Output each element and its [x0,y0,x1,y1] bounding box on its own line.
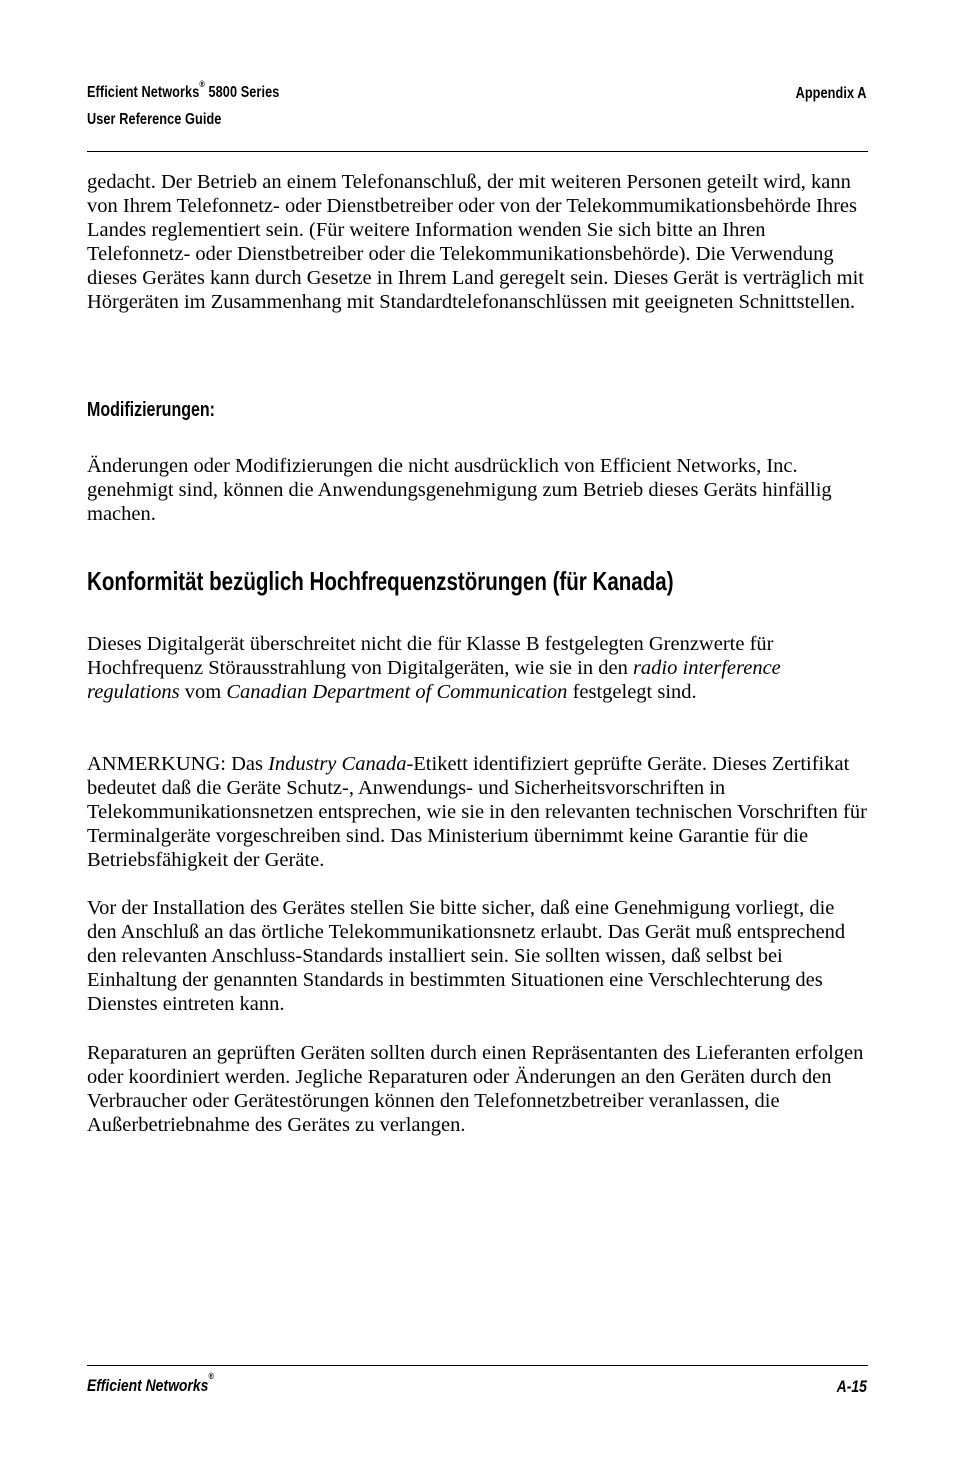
paragraph-anmerkung: ANMERKUNG: Das Industry Canada-Etikett identifiziert geprüfte Geräte. Dieses Zertifikat bedeutet daß die Geräte Schutz-, Anwendungs- und Sicherheitsvorschriften in Telekommunikationsnetzen entsprechen, wie sie in den relevanten technischen Vorschriften für Terminalgeräte vorgeschreiben sind. Das Ministerium übernimmt keine Garantie für die Betriebsfähigkeit der Geräte. [87,753,867,871]
header-title: Efficient Networks® 5800 Series [87,79,280,101]
footer-registered-mark: ® [208,1371,214,1381]
footer-brand: Efficient Networks® [87,1371,214,1395]
header-rule [87,151,868,152]
header-subtitle: User Reference Guide [87,111,222,128]
intro-paragraph: gedacht. Der Betrieb an einem Telefonanschluß, der mit weiteren Personen geteilt wird, kann von Ihrem Telefonnetz- oder Dienstbetreiber oder von der Telekommumikationsbehörde Ihres Landes reglementiert sein. (Für weitere Information wenden Sie sich bitte an Ihren Telefonnetz- oder Dienstbetreiber oder die Telekommunikationsbehörde). Die Verwendung dieses Gerätes kann durch Gesetze in Ihrem Land geregelt sein. Dieses Gerät is verträglich mit Hörgeräten im Zusammenhang mit Standardtelefonanschlüssen mit geeigneten Schnittstellen. [87,171,864,313]
registered-mark: ® [199,79,205,89]
mod-heading: Modifizierungen: [87,399,215,421]
paragraph-radio-interference: Dieses Digitalgerät überschreitet nicht die für Klasse B festgelegten Grenzwerte für Hochfrequenz Störausstrahlung von Digitalgeräten, wie sie in den radio interference regulations vom Canadian Department of Communication festgelegt sind. [87,633,781,703]
header-appendix: Appendix A [796,85,867,102]
paragraph-installation: Vor der Installation des Gerätes stellen Sie bitte sicher, daß eine Genehmigung vorliegt, die den Anschluß an das örtliche Telekommunikationsnetz erlaubt. Das Gerät muß entsprechend den relevanten Anschluss-Standards installiert sein. Sie sollten wissen, daß selbst bei Einhaltung der genannten Standards in bestimmten Situationen eine Verschlechterung des Dienstes eintreten kann. [87,897,846,1015]
paragraph-reparaturen: Reparaturen an geprüften Geräten sollten durch einen Repräsentanten des Lieferanten erfolgen oder koordiniert werden. Jegliche Reparaturen oder Änderungen an den Geräten durch den Verbraucher oder Gerätestörungen können den Telefonnetzbetreiber veranlassen, die Außerbetriebnahme des Gerätes zu verlangen. [87,1042,864,1136]
footer-rule [87,1365,868,1366]
mod-paragraph: Änderungen oder Modifizierungen die nicht ausdrücklich von Efficient Networks, Inc. genehmigt sind, können die Anwendungsgenehmigung zum Betrieb dieses Geräts hinfällig machen. [87,455,832,525]
page-number: A-15 [836,1377,867,1396]
section-heading: Konformität bezüglich Hochfrequenzstörungen (für Kanada) [87,566,674,596]
